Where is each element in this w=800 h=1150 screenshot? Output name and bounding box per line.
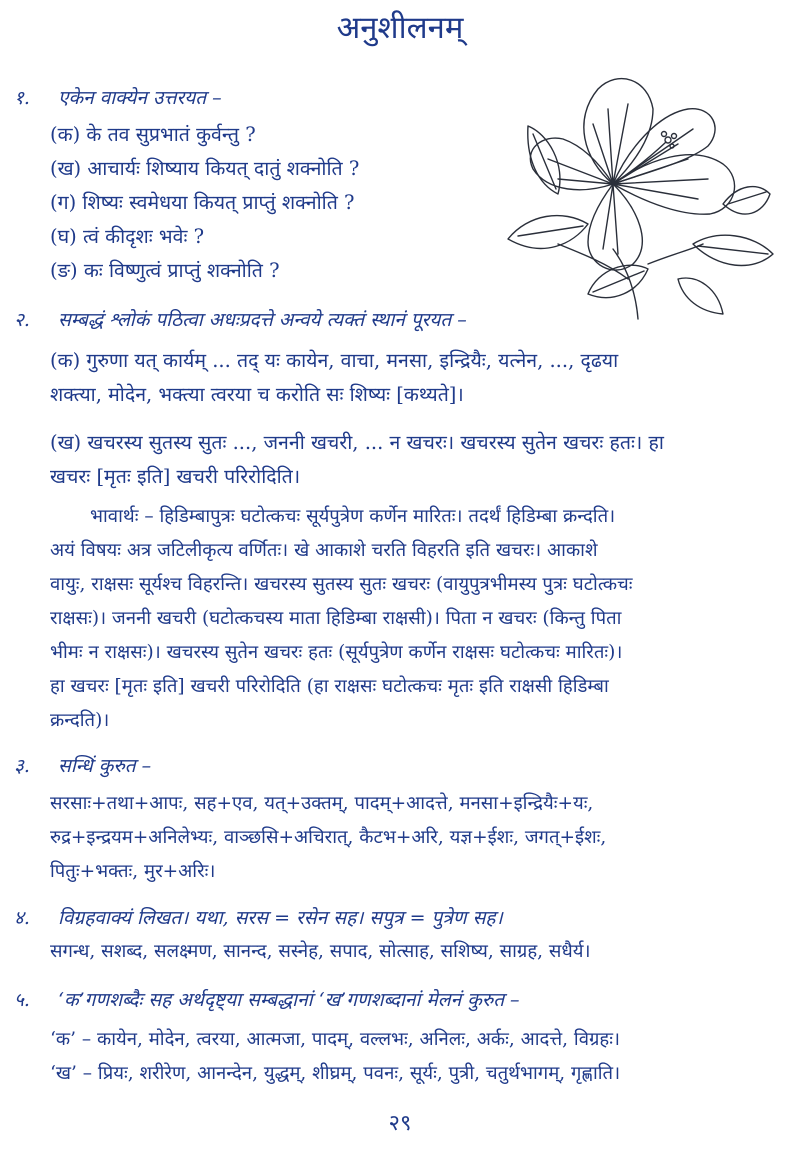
vigraha-line: सगन्ध, सशब्द, सलक्ष्मण, सानन्द, सस्नेह, सपाद, सोत्साह, सशिष्य, साग्रह, सधैर्य। xyxy=(50,941,591,962)
exercise-4-heading: विग्रहवाक्यं लिखत। यथा, सरस = रसेन सह। सपुत्र = पुत्रेण सह। xyxy=(58,907,503,929)
exercise-1-item: (घ) त्वं कीदृशः भवेः ? xyxy=(50,225,205,248)
exercise-2-ka-line: (क) गुरुणा यत् कार्यम् ... तद् यः कायेन, वाचा, मनसा, इन्द्रियैः, यत्नेन, ..., दृढया xyxy=(50,349,619,372)
bhavartha-line: भावार्थः – हिडिम्बापुत्रः घटोत्कचः सूर्यपुत्रेण कर्णेन मारितः। तदर्थं हिडिम्बा क्रन्दति। xyxy=(90,506,616,527)
exercise-2-number: २. xyxy=(14,309,30,331)
exercise-3-heading: सन्धिं कुरुत – xyxy=(58,755,152,777)
bhavartha-line: राक्षसः)। जननी खचरी (घटोत्कचस्य माता हिडिम्बा राक्षसी)। पिता न खचरः (किन्तु पिता xyxy=(50,608,622,629)
group-kha-line: ‘ख’ – प्रियः, शरीरेण, आनन्देन, युद्धम्, शीघ्रम्, पवनः, सूर्यः, पुत्री, चतुर्थभागम्, गृह्णाति। xyxy=(50,1063,621,1084)
exercise-4-number: ४. xyxy=(14,907,30,929)
exercise-1-item: (ग) शिष्यः स्वमेधया कियत् प्राप्तुं शक्नोति ? xyxy=(50,191,355,214)
exercise-2-kha-line: खचरः [मृतः इति] खचरी परिरोदिति। xyxy=(50,465,301,488)
exercise-3-number: ३. xyxy=(14,755,30,777)
exercise-1-number: १. xyxy=(14,87,30,109)
exercise-1-item: (ख) आचार्यः शिष्याय कियत् दातुं शक्नोति ? xyxy=(50,157,360,180)
page-title: अनुशीलनम् xyxy=(336,10,464,46)
bhavartha-line: वायुः, राक्षसः सूर्यश्च विहरन्ति। खचरस्य सुतस्य सुतः खचरः (वायुपुत्रभीमस्य पुत्रः घटोत्कचः xyxy=(50,574,633,595)
bhavartha-line: हा खचरः [मृतः इति] खचरी परिरोदिति (हा राक्षसः घटोत्कचः मृतः इति राक्षसी हिडिम्बा xyxy=(50,676,609,697)
sandhi-line: सरसाः+तथा+आपः, सह+एव, यत्+उक्तम्, पादम्+आदत्ते, मनसा+इन्द्रियैः+यः, xyxy=(50,793,594,814)
exercise-1-item: (ङ) कः विष्णुत्वं प्राप्तुं शक्नोति ? xyxy=(50,259,280,282)
bhavartha-line: क्रन्दति)। xyxy=(50,710,110,731)
exercise-5-number: ५. xyxy=(14,989,30,1011)
hibiscus-flower-icon xyxy=(488,64,782,320)
sandhi-line: पितुः+भक्तः, मुर+अरिः। xyxy=(50,861,216,882)
sandhi-line: रुद्र+इन्द्रयम+अनिलेभ्यः, वाञ्छसि+अचिरात्, कैटभ+अरि, यज्ञ+ईशः, जगत्+ईशः, xyxy=(50,827,607,848)
page-number: २९ xyxy=(388,1111,412,1136)
exercise-2-kha-line: (ख) खचरस्य सुतस्य सुतः ..., जननी खचरी, ... न खचरः। खचरस्य सुतेन खचरः हतः। हा xyxy=(50,431,664,454)
group-ka-line: ‘क’ – कायेन, मोदेन, त्वरया, आत्मजा, पादम्, वल्लभः, अनिलः, अर्कः, आदत्ते, विग्रहः। xyxy=(50,1029,620,1050)
exercise-2-heading: सम्बद्धं श्लोकं पठित्वा अधःप्रदत्ते अन्वये त्यक्तं स्थानं पूरयत – xyxy=(58,309,467,331)
bhavartha-line: भीमः न राक्षसः)। खचरस्य सुतेन खचरः हतः (सूर्यपुत्रेण कर्णेन राक्षसः घटोत्कचः मारितः)। xyxy=(50,642,623,663)
exercise-2-ka-line: शक्त्या, मोदेन, भक्त्या त्वरया च करोति सः शिष्यः [कथ्यते]। xyxy=(50,383,464,406)
exercise-1-heading: एकेन वाक्येन उत्तरयत – xyxy=(58,87,222,109)
exercise-1-item: (क) के तव सुप्रभातं कुर्वन्तु ? xyxy=(50,123,256,146)
exercise-5-heading: ‘क’गणशब्दैः सह अर्थदृष्ट्या सम्बद्धानां ‘ख’गणशब्दानां मेलनं कुरुत – xyxy=(58,989,520,1011)
bhavartha-line: अयं विषयः अत्र जटिलीकृत्य वर्णितः। खे आकाशे चरति विहरति इति खचरः। आकाशे xyxy=(50,540,598,561)
